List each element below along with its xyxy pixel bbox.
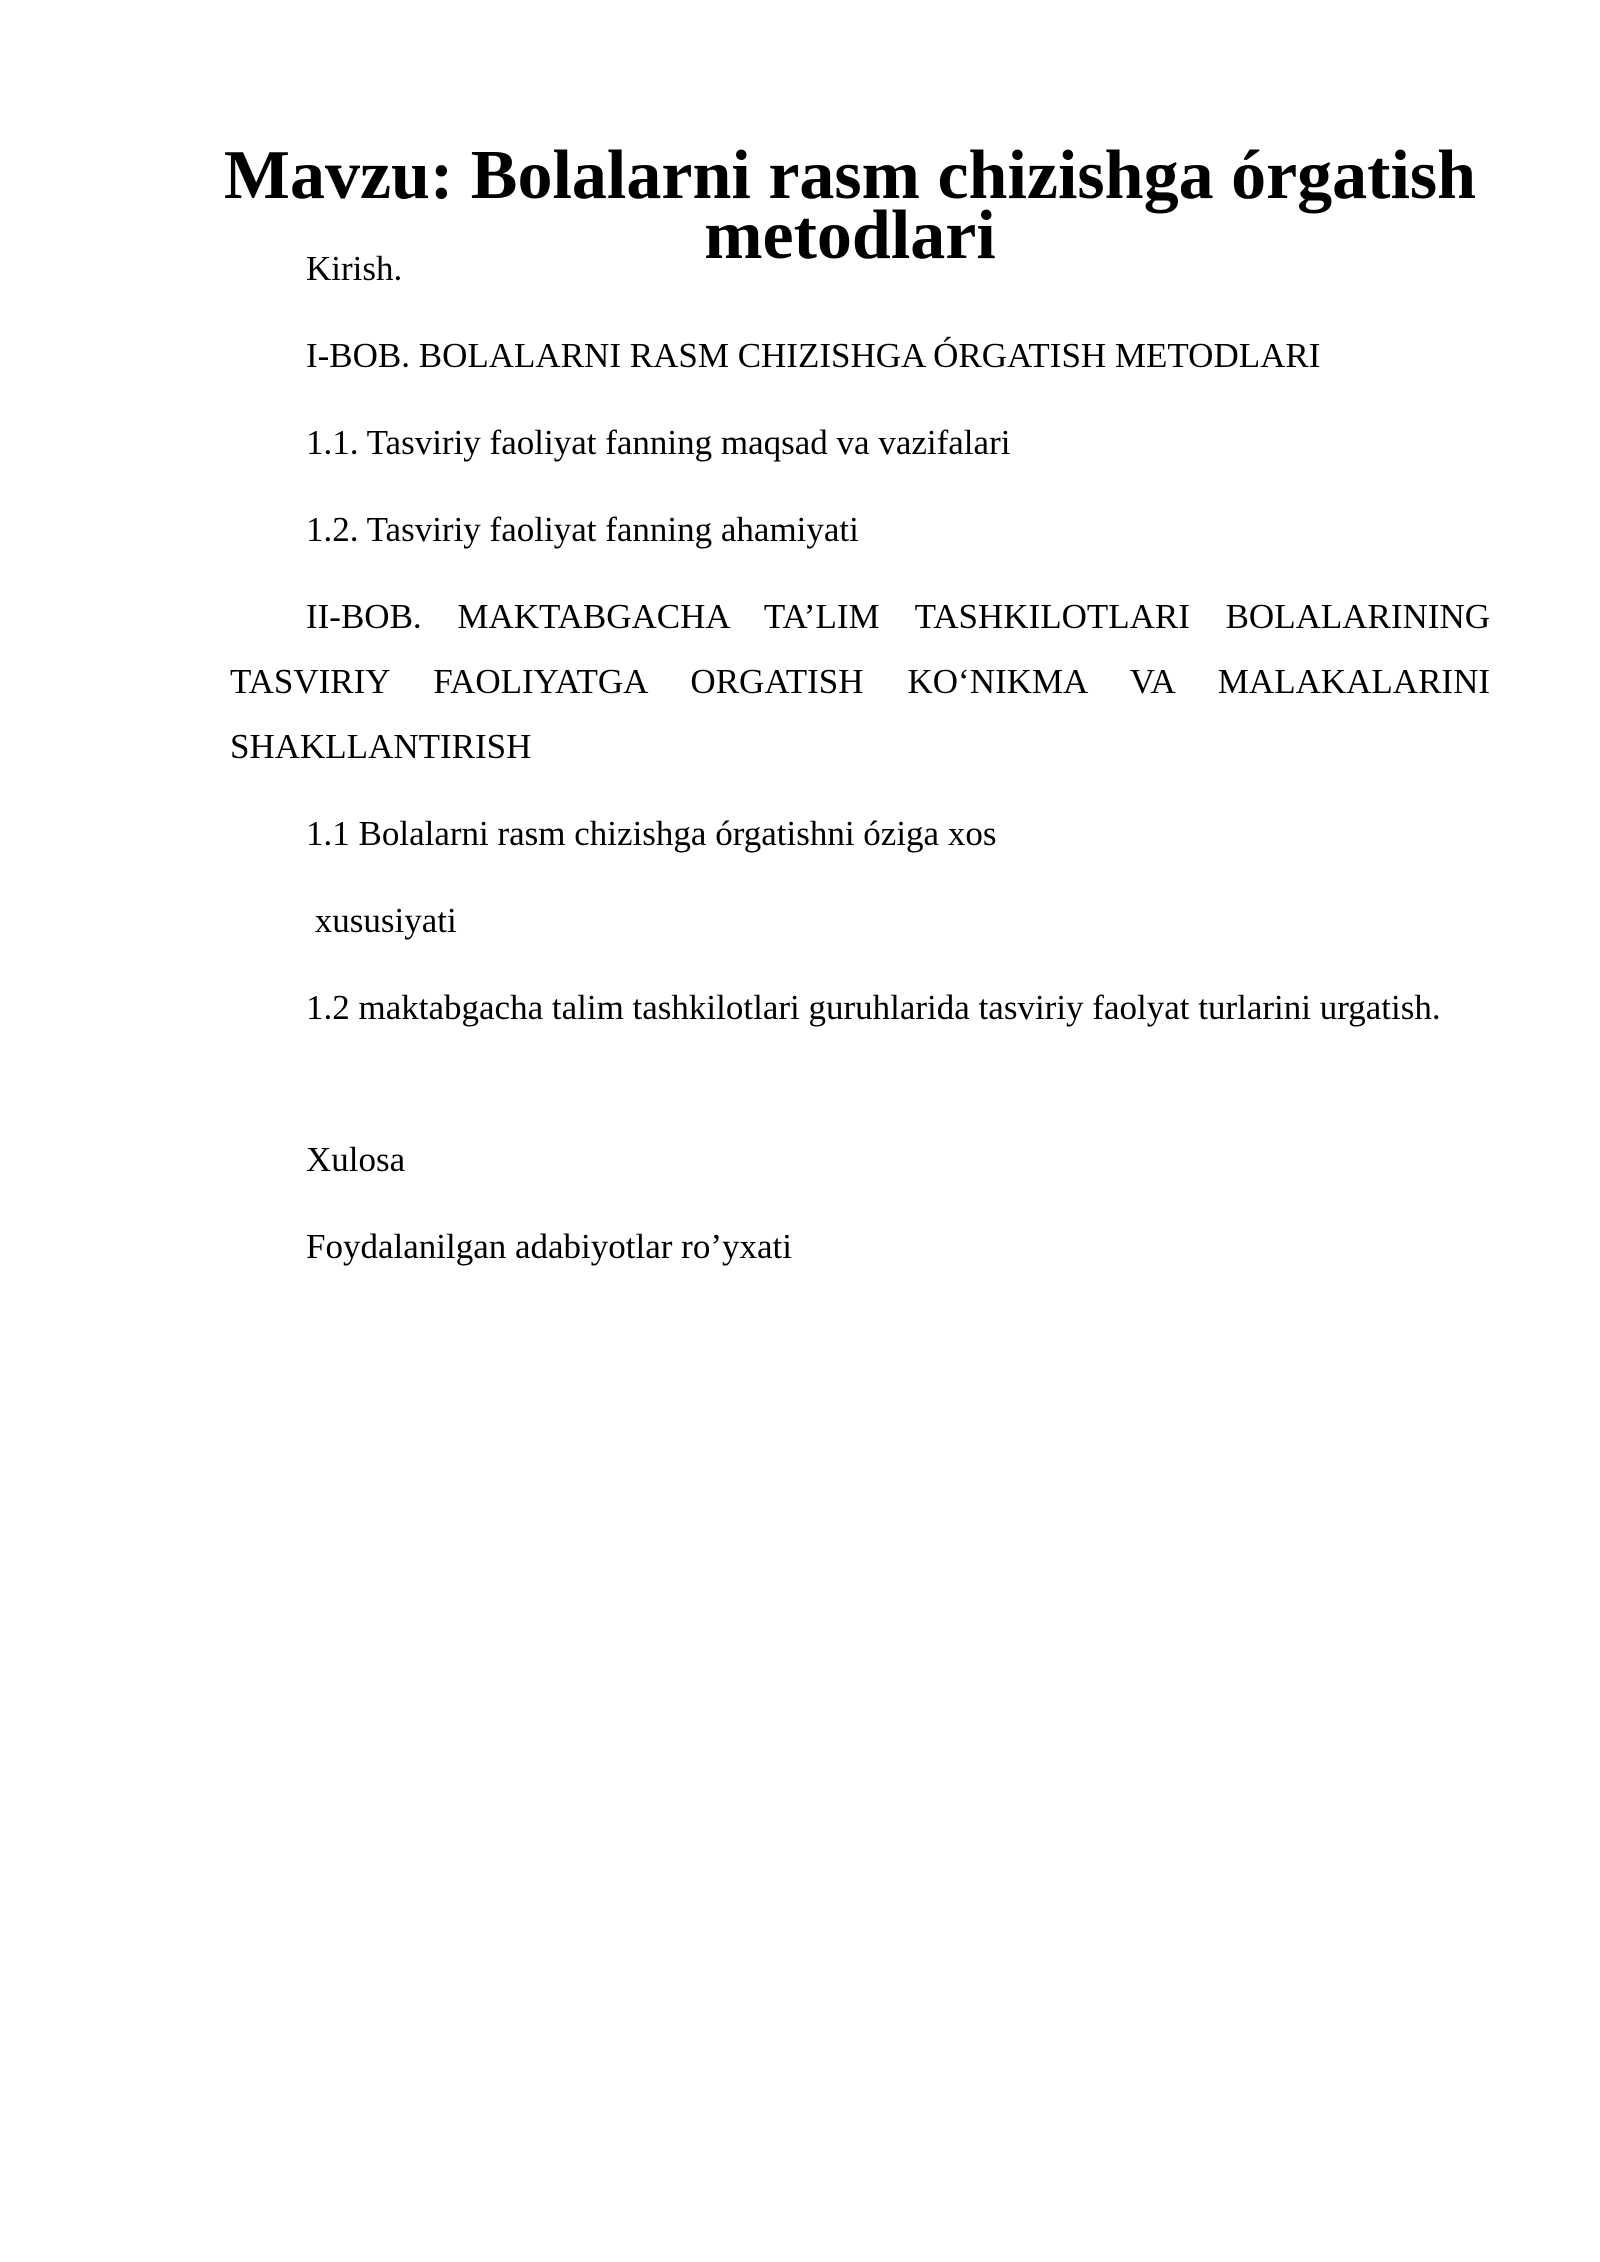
toc-entry-chapter-1: I-BOB. BOLALARNI RASM CHIZISHGA ÓRGATISH METODLARI [306, 336, 1321, 375]
toc-entry-section-1-2: 1.2. Tasviriy faoliyat fanning ahamiyati [306, 510, 859, 549]
document-title: Mavzu: Bolalarni rasm chizishga órgatish metodlari [223, 137, 1477, 274]
toc-entry-references: Foydalanilgan adabiyotlar ro’yxati [306, 1227, 792, 1266]
toc-entry-section-2-1-continued: xususiyati [306, 901, 457, 940]
toc-entry-section-1-1: 1.1. Tasviriy faoliyat fanning maqsad va vazifalari [306, 423, 1011, 462]
toc-entry-section-2-2: 1.2 maktabgacha talim tashkilotlari guruhlarida tasviriy faolyat turlarini urgatish. [306, 988, 1441, 1027]
toc-entry-section-2-1: 1.1 Bolalarni rasm chizishga órgatishni óziga xos [306, 814, 997, 853]
toc-entry-chapter-2: II-BOB. MAKTABGACHA TA’LIM TASHKILOTLARI BOLALARINING TASVIRIY FAOLIYATGA ORGATISH KO‘NIKMA VA MALAKALARINI SHAKLLANTIRISH [230, 597, 1490, 766]
toc-entry-introduction: Kirish. [306, 249, 403, 288]
toc-entry-conclusion: Xulosa [306, 1140, 406, 1179]
